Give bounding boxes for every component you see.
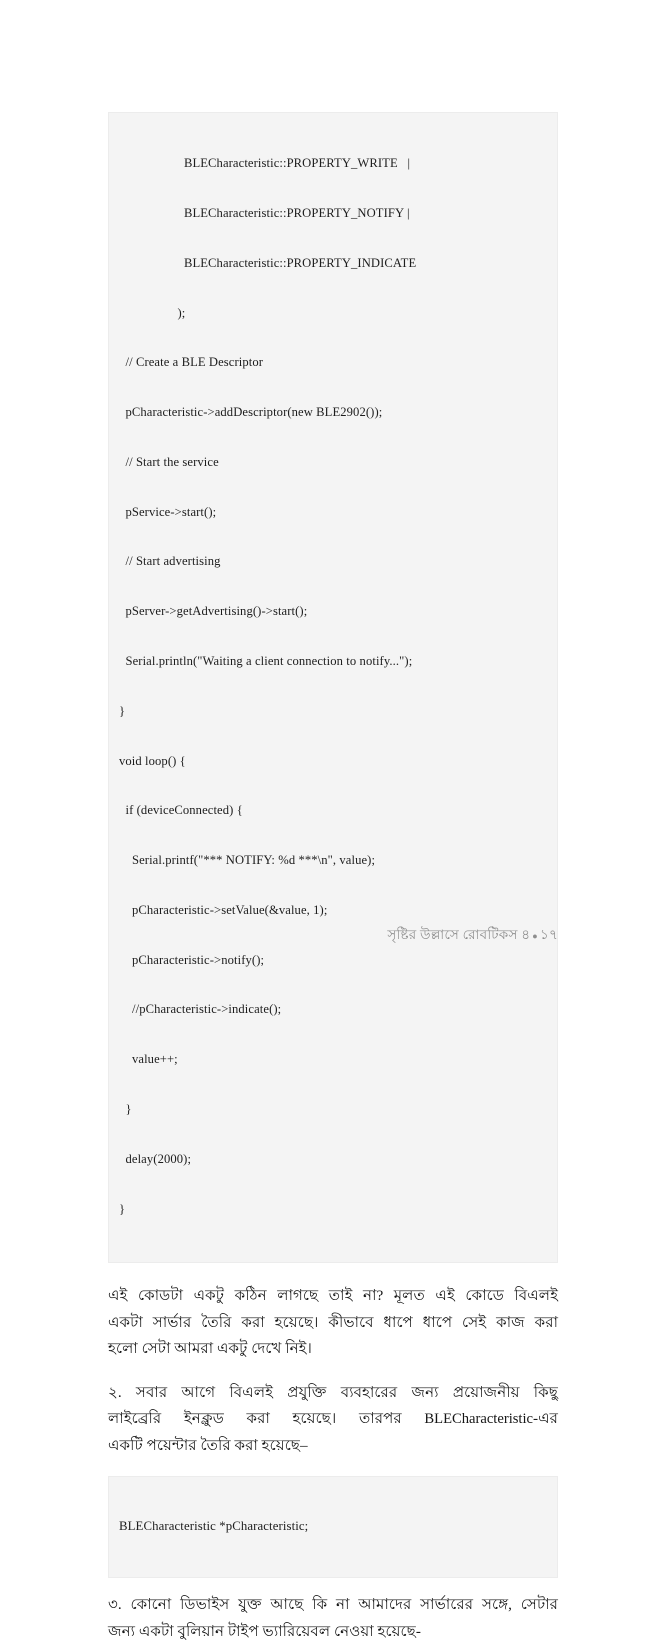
code-line: // Start advertising xyxy=(119,554,221,569)
code-line: pCharacteristic->setValue(&value, 1); xyxy=(119,902,328,917)
code-line: } xyxy=(119,1201,126,1216)
code-block-ble-server xyxy=(108,112,558,1263)
code-line: BLECharacteristic::PROPERTY_NOTIFY | xyxy=(119,205,410,220)
footer-separator-dot: ● xyxy=(532,930,538,941)
paragraph-line: ৩. কোনো ডিভাইস যুক্ত আছে কি না আমাদের সার্ভারের সঙ্গে, সেটার xyxy=(108,1596,558,1614)
code-line: Serial.println("Waiting a client connection to notify..."); xyxy=(119,654,413,668)
footer-page-number: ১৭ xyxy=(540,927,558,942)
footer-book-title: সৃষ্টির উল্লাসে রোবটিকস ৪ xyxy=(387,927,531,942)
paragraph-line: ২. সবার আগে বিএলই প্রযুক্তি ব্যবহারের জন্য প্রয়োজনীয় কিছু xyxy=(108,1383,558,1401)
paragraph-step-three xyxy=(108,1592,558,1645)
paragraph-line: একটা সার্ভার তৈরি করা হয়েছে। কীভাবে ধাপে ধাপে সেই কাজ করা xyxy=(108,1313,558,1331)
code-line: pService->start(); xyxy=(119,504,217,519)
code-line: void loop() { xyxy=(119,753,186,768)
code-line: pCharacteristic->addDescriptor(new BLE2902()); xyxy=(119,405,383,420)
paragraph-text-prefix: লাইব্রেরি ইনক্লুড করা হয়েছে। তারপর xyxy=(108,1410,425,1428)
code-line: // Create a BLE Descriptor xyxy=(119,355,264,370)
code-block-pcharacteristic xyxy=(108,1476,558,1578)
paragraph-text-suffix: -এর xyxy=(533,1410,558,1428)
spacer xyxy=(108,1263,558,1283)
code-line: } xyxy=(119,703,126,718)
code-line: //pCharacteristic->indicate(); xyxy=(119,1002,282,1017)
code-line: BLECharacteristic::PROPERTY_WRITE | xyxy=(119,156,411,171)
paragraph-line xyxy=(108,1406,558,1433)
code-line: } xyxy=(119,1102,132,1117)
paragraph-line: হলো সেটা আমরা একটু দেখে নিই। xyxy=(108,1340,312,1358)
spacer xyxy=(108,1459,558,1476)
code-line: Serial.printf("*** NOTIFY: %d ***\n", value); xyxy=(119,853,376,868)
code-line: pServer->getAdvertising()->start(); xyxy=(119,604,308,619)
spacer xyxy=(108,1363,558,1380)
code-line: ); xyxy=(119,305,186,320)
code-line: delay(2000); xyxy=(119,1151,192,1166)
code-line: BLECharacteristic *pCharacteristic; xyxy=(119,1519,309,1534)
code-line: value++; xyxy=(119,1052,178,1067)
paragraph-step-two xyxy=(108,1380,558,1460)
spacer xyxy=(108,1578,558,1592)
paragraph-explanation xyxy=(108,1283,558,1363)
paragraph-line: জন্য একটা বুলিয়ান টাইপ ভ্যারিয়েবল নেওয়া হয়েছে- xyxy=(108,1622,421,1640)
code-line: if (deviceConnected) { xyxy=(119,803,243,818)
code-line: BLECharacteristic::PROPERTY_INDICATE xyxy=(119,255,417,270)
code-line: // Start the service xyxy=(119,454,219,469)
inline-code-blecharacteristic: BLECharacteristic xyxy=(424,1411,534,1428)
page-footer xyxy=(108,925,558,946)
paragraph-line: এই কোডটা একটু কঠিন লাগছে তাই না? মূলত এই কোডে বিএলই xyxy=(108,1287,558,1305)
paragraph-line: একটি পয়েন্টার তৈরি করা হয়েছে– xyxy=(108,1436,308,1454)
code-line: pCharacteristic->notify(); xyxy=(119,952,265,967)
page-content xyxy=(108,112,558,1645)
